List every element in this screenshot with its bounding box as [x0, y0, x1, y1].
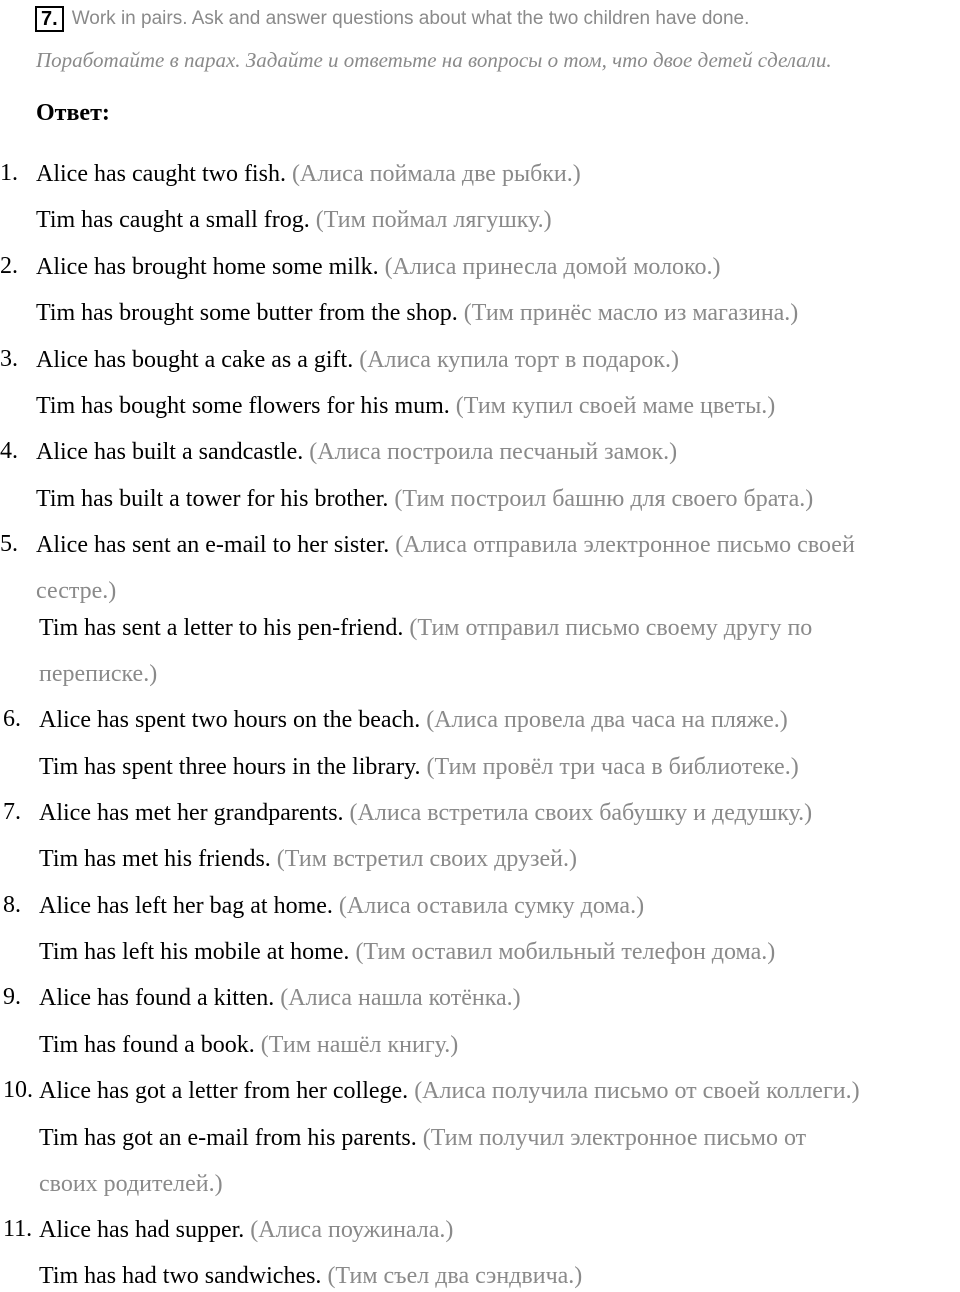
alice-translation-continued: сестре.) [36, 578, 117, 604]
tim-translation: (Тим принёс масло из магазина.) [463, 300, 799, 326]
tim-translation-continued: переписке.) [39, 661, 158, 687]
alice-translation: (Алиса оставила сумку дома.) [338, 893, 645, 919]
tim-translation: (Тим построил башню для своего брата.) [394, 486, 814, 512]
tim-translation: (Тим получил электронное письмо от [422, 1125, 807, 1151]
list-item [39, 845, 577, 873]
alice-sentence: Alice has caught two fish. [36, 161, 286, 187]
list-item [39, 1262, 582, 1290]
list-item [39, 938, 775, 966]
alice-sentence: Alice has got a letter from her college. [39, 1078, 409, 1104]
item-number: 4. [0, 438, 18, 464]
alice-sentence: Alice has met her grandparents. [39, 800, 344, 826]
list-item [36, 160, 581, 188]
item-number: 5. [0, 531, 18, 557]
item-number: 2. [0, 253, 18, 279]
list-item [39, 1124, 806, 1152]
tim-sentence: Tim has left his mobile at home. [39, 939, 350, 965]
list-item [39, 984, 521, 1012]
list-item [39, 614, 812, 642]
tim-translation: (Тим провёл три часа в библиотеке.) [426, 754, 799, 780]
tim-sentence: Tim has caught a small frog. [36, 207, 310, 233]
task-instruction-en: Work in pairs. Ask and answer questions about what the two children have done. [71, 8, 750, 29]
tim-sentence: Tim has built a tower for his brother. [36, 486, 389, 512]
list-item [36, 346, 679, 374]
list-item [36, 438, 677, 466]
list-item [39, 753, 799, 781]
list-item [36, 531, 855, 559]
list-item [39, 1216, 453, 1244]
answer-label: Ответ: [36, 100, 110, 126]
alice-sentence: Alice has spent two hours on the beach. [39, 707, 421, 733]
tim-translation: (Тим нашёл книгу.) [260, 1032, 459, 1058]
list-item [36, 485, 813, 513]
alice-translation: (Алиса построила песчаный замок.) [309, 439, 678, 465]
alice-translation: (Алиса провела два часа на пляже.) [426, 707, 788, 733]
item-number: 1. [0, 160, 18, 186]
tim-sentence: Tim has sent a letter to his pen-friend. [39, 615, 404, 641]
item-number: 7. [3, 799, 21, 825]
tim-translation-continued: своих родителей.) [39, 1171, 223, 1197]
tim-sentence: Tim has bought some flowers for his mum. [36, 393, 450, 419]
tim-sentence: Tim has met his friends. [39, 846, 271, 872]
tim-translation: (Тим оставил мобильный телефон дома.) [355, 939, 776, 965]
list-item [36, 253, 720, 281]
alice-translation: (Алиса купила торт в подарок.) [359, 347, 679, 373]
alice-translation: (Алиса принесла домой молоко.) [384, 254, 721, 280]
alice-sentence: Alice has found a kitten. [39, 985, 275, 1011]
item-number: 10. [3, 1077, 33, 1103]
item-number: 3. [0, 346, 18, 372]
item-number: 8. [3, 892, 21, 918]
alice-sentence: Alice has left her bag at home. [39, 893, 333, 919]
task-header [35, 4, 749, 34]
list-item [39, 799, 812, 827]
alice-sentence: Alice has built a sandcastle. [36, 439, 304, 465]
task-instruction-ru: Поработайте в парах. Задайте и ответьте на вопросы о том, что двое детей сделали. [36, 48, 832, 72]
tim-sentence: Tim has got an e-mail from his parents. [39, 1125, 417, 1151]
list-item [39, 1031, 458, 1059]
tim-sentence: Tim has found a book. [39, 1032, 255, 1058]
tim-translation: (Тим поймал лягушку.) [315, 207, 552, 233]
item-number: 11. [3, 1216, 33, 1242]
tim-sentence: Tim has brought some butter from the shop. [36, 300, 458, 326]
item-number: 6. [3, 706, 21, 732]
alice-translation: (Алиса встретила своих бабушку и дедушку.) [349, 800, 813, 826]
item-number: 9. [3, 984, 21, 1010]
alice-translation: (Алиса поймала две рыбки.) [291, 161, 581, 187]
list-item [36, 206, 552, 234]
tim-translation: (Тим купил своей маме цветы.) [455, 393, 776, 419]
alice-translation: (Алиса отправила электронное письмо своей [395, 532, 855, 558]
alice-translation: (Алиса нашла котёнка.) [280, 985, 521, 1011]
alice-sentence: Alice has had supper. [39, 1217, 245, 1243]
alice-sentence: Alice has sent an e-mail to her sister. [36, 532, 390, 558]
list-item [39, 1077, 860, 1105]
alice-translation: (Алиса получила письмо от своей коллеги.) [414, 1078, 860, 1104]
tim-sentence: Tim has had two sandwiches. [39, 1263, 322, 1289]
task-number: 7. [35, 6, 64, 32]
alice-sentence: Alice has bought a cake as a gift. [36, 347, 354, 373]
tim-translation: (Тим встретил своих друзей.) [276, 846, 577, 872]
tim-sentence: Tim has spent three hours in the library. [39, 754, 421, 780]
alice-translation: (Алиса поужинала.) [250, 1217, 454, 1243]
alice-sentence: Alice has brought home some milk. [36, 254, 379, 280]
list-item [36, 299, 798, 327]
list-item [39, 892, 644, 920]
tim-translation: (Тим съел два сэндвича.) [327, 1263, 583, 1289]
list-item [39, 706, 788, 734]
list-item [36, 392, 775, 420]
tim-translation: (Тим отправил письмо своему другу по [409, 615, 813, 641]
